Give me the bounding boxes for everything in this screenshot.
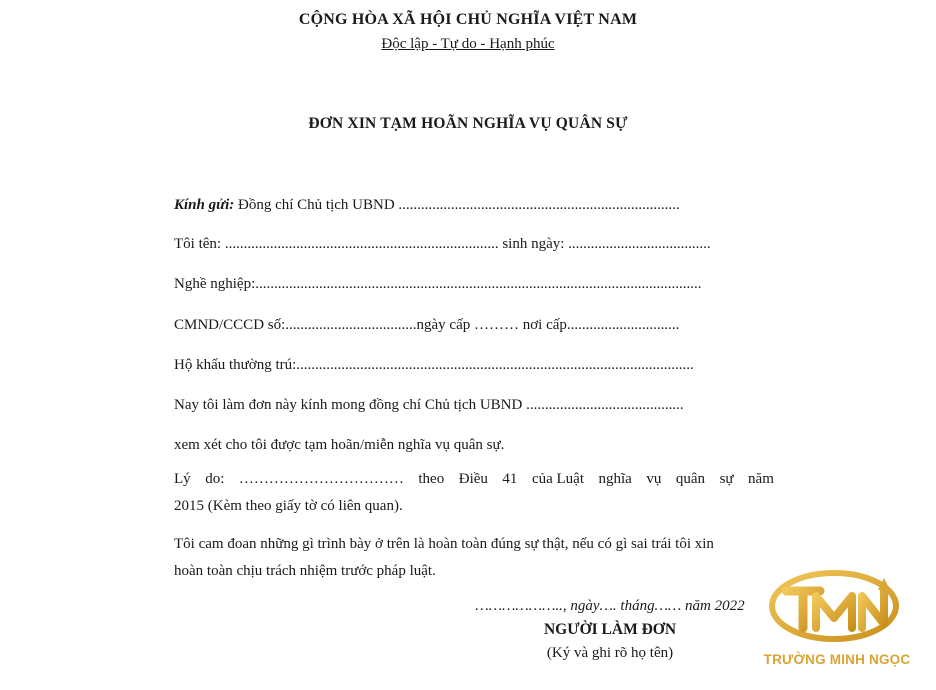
nation-heading: CỘNG HÒA XÃ HỘI CHỦ NGHĨA VIỆT NAM — [298, 11, 638, 28]
signature-date: ……………….., ngày…. tháng…… năm 2022 — [475, 598, 745, 614]
name-line: Tôi tên: ......................................................................... sinh ngày: ...................................... — [174, 236, 711, 252]
reason-word: nghĩa — [598, 471, 632, 487]
residence-line: Hộ khẩu thường trú:.......................................................................................................... — [174, 357, 694, 373]
reason-blank: …………………………… — [238, 471, 404, 487]
recipient-text: Đồng chí Chủ tịch UBND ........................................................................... — [234, 197, 680, 213]
reason-line-2: 2015 (Kèm theo giấy tờ có liên quan). — [174, 498, 403, 514]
reason-word: quân — [675, 471, 706, 487]
reason-word: của Luật — [531, 471, 584, 487]
pledge-paragraph — [174, 531, 774, 585]
reason-word: theo — [418, 471, 445, 487]
occupation-line: Nghề nghiệp:....................................................................................................................... — [174, 276, 702, 292]
reason-word: sự — [719, 471, 734, 487]
consideration-line: xem xét cho tôi được tạm hoãn/miễn nghĩa vụ quân sự. — [174, 437, 505, 453]
reason-word: 41 — [502, 471, 518, 487]
reason-word: Điều — [458, 471, 488, 487]
pledge-line-2: hoàn toàn chịu trách nhiệm trước pháp luật. — [174, 563, 436, 579]
reason-line-1 — [174, 466, 774, 493]
reason-word: Lý — [174, 471, 191, 487]
document-title: ĐƠN XIN TẠM HOÃN NGHĨA VỤ QUÂN SỰ — [308, 115, 628, 132]
pledge-line-1: Tôi cam đoan những gì trình bày ở trên là hoàn toàn đúng sự thật, nếu có gì sai trái tôi xin — [174, 536, 714, 552]
signature-role: NGƯỜI LÀM ĐƠN — [543, 621, 677, 638]
request-line: Nay tôi làm đơn này kính mong đồng chí Chủ tịch UBND .......................................... — [174, 397, 684, 413]
motto — [0, 36, 936, 53]
motto-text: Độc lập - Tự do - Hạnh phúc — [381, 36, 555, 52]
recipient-line — [174, 196, 680, 214]
logo-letter-m — [816, 596, 852, 628]
recipient-label: Kính gửi: — [174, 197, 235, 213]
signature-note: (Ký và ghi rõ họ tên) — [546, 645, 674, 661]
logo-brand-text: TRƯỜNG MINH NGỌC — [763, 652, 911, 667]
reason-word: năm — [748, 471, 774, 487]
logo-letter-n — [862, 588, 884, 628]
reason-word: vụ — [646, 471, 662, 487]
reason-paragraph — [174, 466, 774, 520]
reason-word: do: — [205, 471, 225, 487]
logo-ring — [772, 573, 896, 639]
id-card-line: CMND/CCCD số:...................................ngày cấp ……… nơi cấp.............................. — [174, 317, 680, 333]
